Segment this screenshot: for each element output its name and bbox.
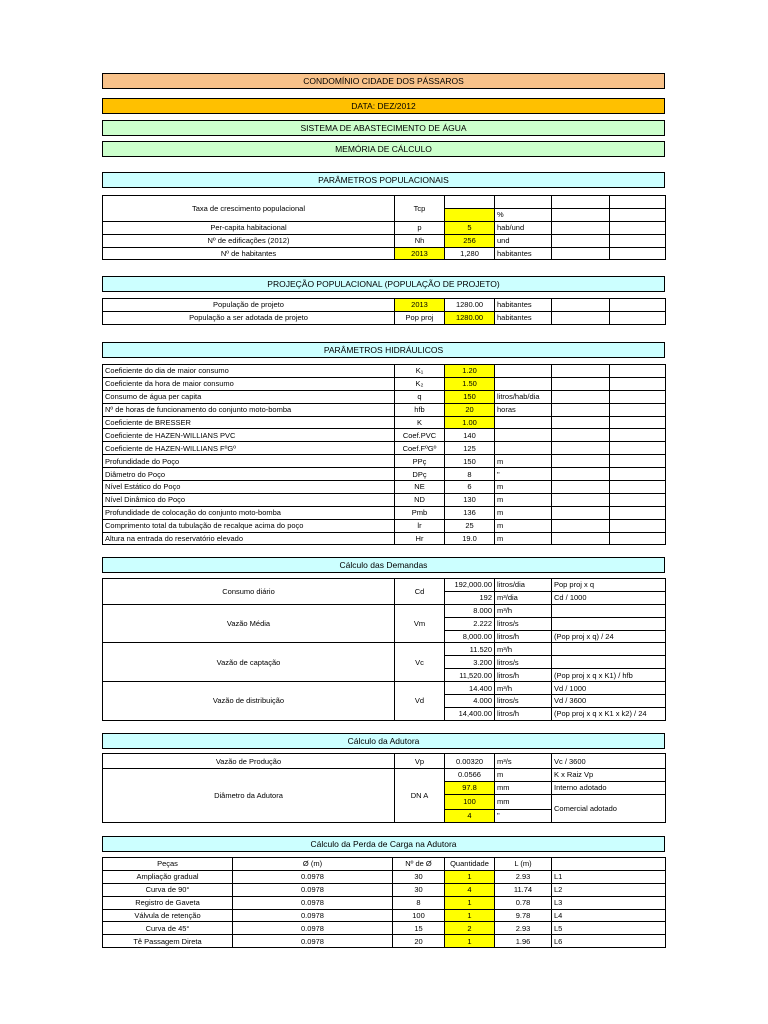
demand-symbol: Cd — [395, 579, 445, 605]
system-bar: SISTEMA DE ABASTECIMENTO DE ÁGUA — [102, 120, 665, 136]
demand-value: 14.400 — [445, 682, 495, 695]
piece-length: 2.93 — [495, 922, 552, 935]
piece-length: 2.93 — [495, 870, 552, 883]
table-row — [103, 442, 666, 455]
piece-n-diameters: 30 — [393, 870, 445, 883]
param-value: 140 — [445, 429, 495, 442]
table-row — [103, 935, 666, 948]
demand-value: 192 — [445, 591, 495, 604]
col-header — [552, 858, 666, 871]
param-label: Nível Estático do Poço — [103, 481, 395, 494]
demand-unit: litros/h — [495, 630, 552, 643]
adutora-heading: Cálculo da Adutora — [102, 733, 665, 749]
empty-cell — [610, 455, 666, 468]
pop-val: 256 — [445, 234, 495, 247]
param-unit: m — [495, 506, 552, 519]
col-header: Peças — [103, 858, 233, 871]
param-unit — [495, 416, 552, 429]
diam-unit: m — [495, 769, 552, 782]
pop-params-heading: PARÂMETROS POPULACIONAIS — [102, 172, 665, 188]
table-row — [103, 519, 666, 532]
demand-formula — [552, 656, 666, 669]
empty-cell — [610, 429, 666, 442]
piece-name: Curva de 90° — [103, 883, 233, 896]
memo-bar: MEMÓRIA DE CÁLCULO — [102, 141, 665, 157]
piece-diameter: 0.0978 — [233, 883, 393, 896]
proj-label: População a ser adotada de projeto — [103, 311, 395, 324]
demand-unit: litros/dia — [495, 579, 552, 592]
pop-val: 1,280 — [445, 247, 495, 260]
param-symbol: K — [395, 416, 445, 429]
piece-n-diameters: 100 — [393, 909, 445, 922]
prod-val: 0.00320 — [445, 754, 495, 769]
param-symbol: Hr — [395, 532, 445, 545]
param-value: 6 — [445, 481, 495, 494]
table-row — [103, 896, 666, 909]
pop-sym: Tcp — [395, 196, 445, 222]
param-label: Consumo de água per capita — [103, 390, 395, 403]
param-symbol: q — [395, 390, 445, 403]
demand-value: 11,520.00 — [445, 669, 495, 682]
table-row — [103, 299, 666, 312]
param-symbol: NE — [395, 481, 445, 494]
param-value: 1.00 — [445, 416, 495, 429]
proj-val: 1280.00 — [445, 311, 495, 324]
demand-formula: Cd / 1000 — [552, 591, 666, 604]
table-row — [103, 247, 666, 260]
demand-formula: Vd / 3600 — [552, 695, 666, 708]
diam-sym: DN A — [395, 769, 445, 823]
param-unit: m — [495, 481, 552, 494]
param-label: Profundidade de colocação do conjunto moto-bomba — [103, 506, 395, 519]
table-row — [103, 870, 666, 883]
demand-formula: (Pop proj x q) / 24 — [552, 630, 666, 643]
demand-formula — [552, 617, 666, 630]
pop-sym: p — [395, 221, 445, 234]
demand-unit: m³/h — [495, 682, 552, 695]
demand-unit: litros/h — [495, 707, 552, 720]
param-symbol: K₁ — [395, 365, 445, 378]
piece-quantity: 1 — [445, 935, 495, 948]
col-header: Nº de Ø — [393, 858, 445, 871]
empty-cell — [610, 519, 666, 532]
piece-n-diameters: 8 — [393, 896, 445, 909]
demand-unit: litros/h — [495, 669, 552, 682]
diam-val: 97.8 — [445, 781, 495, 794]
param-value: 1.20 — [445, 365, 495, 378]
param-symbol: lr — [395, 519, 445, 532]
param-unit — [495, 429, 552, 442]
piece-diameter: 0.0978 — [233, 909, 393, 922]
col-header: Quantidade — [445, 858, 495, 871]
project-title: CONDOMÍNIO CIDADE DOS PÁSSAROS — [102, 73, 665, 89]
empty-cell — [552, 468, 610, 481]
table-header-row — [103, 858, 666, 871]
pop-unit: habitantes — [495, 247, 552, 260]
param-value: 150 — [445, 390, 495, 403]
proj-sym: Pop proj — [395, 311, 445, 324]
col-header: Ø (m) — [233, 858, 393, 871]
piece-ref: L3 — [552, 896, 666, 909]
adutora-table — [102, 753, 666, 823]
demand-label: Vazão de captação — [103, 643, 395, 682]
pop-unit: % — [495, 208, 552, 221]
proj-label: População de projeto — [103, 299, 395, 312]
empty-cell — [552, 455, 610, 468]
hydraulic-heading: PARÂMETROS HIDRÁULICOS — [102, 342, 665, 358]
pop-unit: und — [495, 234, 552, 247]
demand-value: 8,000.00 — [445, 630, 495, 643]
prod-formula: Vc / 3600 — [552, 754, 666, 769]
param-value: 125 — [445, 442, 495, 455]
pop-unit: hab/und — [495, 221, 552, 234]
piece-ref: L6 — [552, 935, 666, 948]
param-unit — [495, 442, 552, 455]
diam-unit: mm — [495, 781, 552, 794]
param-symbol: DPç — [395, 468, 445, 481]
param-value: 19.0 — [445, 532, 495, 545]
demand-symbol: Vd — [395, 682, 445, 721]
demand-formula: (Pop proj x q x K1) / hfb — [552, 669, 666, 682]
proj-sym: 2013 — [395, 299, 445, 312]
table-row — [103, 754, 666, 769]
param-label: Coeficiente do dia de maior consumo — [103, 365, 395, 378]
param-symbol: ND — [395, 493, 445, 506]
piece-length: 11.74 — [495, 883, 552, 896]
param-unit: m — [495, 532, 552, 545]
demand-label: Vazão de distribuição — [103, 682, 395, 721]
diam-val: 0.0566 — [445, 769, 495, 782]
empty-cell — [610, 481, 666, 494]
demand-value: 4.000 — [445, 695, 495, 708]
empty-cell — [610, 416, 666, 429]
hydraulic-table — [102, 364, 666, 545]
prod-sym: Vp — [395, 754, 445, 769]
piece-ref: L1 — [552, 870, 666, 883]
table-row — [103, 493, 666, 506]
empty-cell — [552, 403, 610, 416]
param-symbol: Pmb — [395, 506, 445, 519]
param-unit — [495, 365, 552, 378]
piece-name: Válvula de retenção — [103, 909, 233, 922]
diam-unit: " — [495, 809, 552, 822]
empty-cell — [610, 403, 666, 416]
empty-cell — [610, 390, 666, 403]
param-unit: m — [495, 519, 552, 532]
demand-formula: Pop proj x q — [552, 579, 666, 592]
prod-label: Vazão de Produção — [103, 754, 395, 769]
piece-name: Curva de 45° — [103, 922, 233, 935]
piece-quantity: 2 — [445, 922, 495, 935]
piece-n-diameters: 30 — [393, 883, 445, 896]
projection-table — [102, 298, 666, 325]
diam-unit: mm — [495, 794, 552, 809]
param-symbol: Coef.FºGº — [395, 442, 445, 455]
table-row — [103, 922, 666, 935]
empty-cell — [610, 506, 666, 519]
table-row — [103, 311, 666, 324]
param-unit: " — [495, 468, 552, 481]
demand-formula: Vd / 1000 — [552, 682, 666, 695]
piece-n-diameters: 15 — [393, 922, 445, 935]
param-value: 20 — [445, 403, 495, 416]
demand-value: 192,000.00 — [445, 579, 495, 592]
empty-cell — [610, 468, 666, 481]
empty-cell — [610, 532, 666, 545]
empty-cell — [552, 532, 610, 545]
piece-name: Registro de Gaveta — [103, 896, 233, 909]
demand-unit: m³/h — [495, 604, 552, 617]
piece-quantity: 4 — [445, 883, 495, 896]
demand-formula: (Pop proj x q x K1 x k2) / 24 — [552, 707, 666, 720]
pop-label: Nº de habitantes — [103, 247, 395, 260]
param-label: Diâmetro do Poço — [103, 468, 395, 481]
demand-unit: m³/h — [495, 643, 552, 656]
empty-cell — [552, 481, 610, 494]
proj-unit: habitantes — [495, 311, 552, 324]
demand-unit: litros/s — [495, 656, 552, 669]
param-label: Altura na entrada do reservatório elevado — [103, 532, 395, 545]
param-unit — [495, 377, 552, 390]
table-row — [103, 604, 666, 617]
piece-diameter: 0.0978 — [233, 922, 393, 935]
demand-value: 11.520 — [445, 643, 495, 656]
empty-cell — [610, 365, 666, 378]
demand-table — [102, 578, 666, 721]
piece-ref: L4 — [552, 909, 666, 922]
table-row — [103, 506, 666, 519]
empty-cell — [552, 416, 610, 429]
demand-symbol: Vc — [395, 643, 445, 682]
param-label: Nível Dinâmico do Poço — [103, 493, 395, 506]
param-value: 1.50 — [445, 377, 495, 390]
table-row — [103, 481, 666, 494]
param-label: Coeficiente da hora de maior consumo — [103, 377, 395, 390]
table-row — [103, 579, 666, 592]
piece-quantity: 1 — [445, 896, 495, 909]
demand-value: 8.000 — [445, 604, 495, 617]
table-row — [103, 390, 666, 403]
head-loss-heading: Cálculo da Perda de Carga na Adutora — [102, 836, 665, 852]
demand-unit: litros/s — [495, 695, 552, 708]
demand-formula — [552, 643, 666, 656]
param-value: 8 — [445, 468, 495, 481]
pop-val — [445, 208, 495, 221]
param-symbol: hfb — [395, 403, 445, 416]
empty-cell — [552, 429, 610, 442]
piece-length: 9.78 — [495, 909, 552, 922]
demand-unit: m³/dia — [495, 591, 552, 604]
param-unit: m — [495, 455, 552, 468]
head-loss-table — [102, 857, 666, 948]
piece-name: Ampliação gradual — [103, 870, 233, 883]
demand-symbol: Vm — [395, 604, 445, 643]
proj-val: 1280.00 — [445, 299, 495, 312]
param-value: 25 — [445, 519, 495, 532]
table-row — [103, 532, 666, 545]
date-bar: DATA: DEZ/2012 — [102, 98, 665, 114]
piece-length: 1.96 — [495, 935, 552, 948]
table-row — [103, 429, 666, 442]
empty-cell — [552, 365, 610, 378]
diam-formula: Interno adotado — [552, 781, 666, 794]
proj-unit: habitantes — [495, 299, 552, 312]
diam-formula: K x Raiz Vp — [552, 769, 666, 782]
piece-quantity: 1 — [445, 909, 495, 922]
demand-value: 2.222 — [445, 617, 495, 630]
table-row — [103, 377, 666, 390]
pop-sym: Nh — [395, 234, 445, 247]
table-row — [103, 883, 666, 896]
diam-val: 4 — [445, 809, 495, 822]
table-row — [103, 682, 666, 695]
diam-label: Diâmetro da Adutora — [103, 769, 395, 823]
pop-val: 5 — [445, 221, 495, 234]
table-row — [103, 196, 666, 209]
piece-ref: L5 — [552, 922, 666, 935]
table-row — [103, 643, 666, 656]
empty-cell — [552, 442, 610, 455]
empty-cell — [610, 493, 666, 506]
prod-unit: m³/s — [495, 754, 552, 769]
param-unit: m — [495, 493, 552, 506]
pop-label: Taxa de crescimento populacional — [103, 196, 395, 222]
table-row — [103, 909, 666, 922]
table-row — [103, 403, 666, 416]
pop-label: Per-capita habitacional — [103, 221, 395, 234]
piece-quantity: 1 — [445, 870, 495, 883]
demand-label: Vazão Média — [103, 604, 395, 643]
piece-length: 0.78 — [495, 896, 552, 909]
empty-cell — [552, 493, 610, 506]
pop-params-table — [102, 195, 666, 260]
projection-heading: PROJEÇÃO POPULACIONAL (POPULAÇÃO DE PROJETO) — [102, 276, 665, 292]
param-label: Coeficiente de HAZEN-WILLIANS PVC — [103, 429, 395, 442]
piece-name: Tê Passagem Direta — [103, 935, 233, 948]
piece-ref: L2 — [552, 883, 666, 896]
table-row — [103, 221, 666, 234]
piece-diameter: 0.0978 — [233, 870, 393, 883]
empty-cell — [552, 377, 610, 390]
demand-heading: Cálculo das Demandas — [102, 557, 665, 573]
table-row — [103, 365, 666, 378]
param-label: Nº de horas de funcionamento do conjunto moto-bomba — [103, 403, 395, 416]
param-value: 136 — [445, 506, 495, 519]
demand-label: Consumo diário — [103, 579, 395, 605]
diam-formula: Comercial adotado — [552, 794, 666, 822]
table-row — [103, 468, 666, 481]
param-label: Coeficiente de BRESSER — [103, 416, 395, 429]
param-label: Coeficiente de HAZEN-WILLIANS FºGº — [103, 442, 395, 455]
table-row — [103, 769, 666, 782]
pop-label: Nº de edificações (2012) — [103, 234, 395, 247]
param-unit: horas — [495, 403, 552, 416]
demand-unit: litros/s — [495, 617, 552, 630]
param-unit: litros/hab/dia — [495, 390, 552, 403]
param-symbol: K₂ — [395, 377, 445, 390]
empty-cell — [610, 377, 666, 390]
piece-diameter: 0.0978 — [233, 935, 393, 948]
empty-cell — [552, 519, 610, 532]
param-value: 130 — [445, 493, 495, 506]
empty-cell — [610, 442, 666, 455]
demand-value: 3.200 — [445, 656, 495, 669]
piece-n-diameters: 20 — [393, 935, 445, 948]
param-symbol: Coef.PVC — [395, 429, 445, 442]
col-header: L (m) — [495, 858, 552, 871]
table-row — [103, 455, 666, 468]
param-label: Profundidade do Poço — [103, 455, 395, 468]
table-row — [103, 416, 666, 429]
demand-formula — [552, 604, 666, 617]
param-symbol: PPç — [395, 455, 445, 468]
table-row — [103, 234, 666, 247]
param-value: 150 — [445, 455, 495, 468]
diam-val: 100 — [445, 794, 495, 809]
empty-cell — [552, 506, 610, 519]
pop-sym: 2013 — [395, 247, 445, 260]
param-label: Comprimento total da tubulação de recalque acima do poço — [103, 519, 395, 532]
demand-value: 14,400.00 — [445, 707, 495, 720]
empty-cell — [552, 390, 610, 403]
piece-diameter: 0.0978 — [233, 896, 393, 909]
